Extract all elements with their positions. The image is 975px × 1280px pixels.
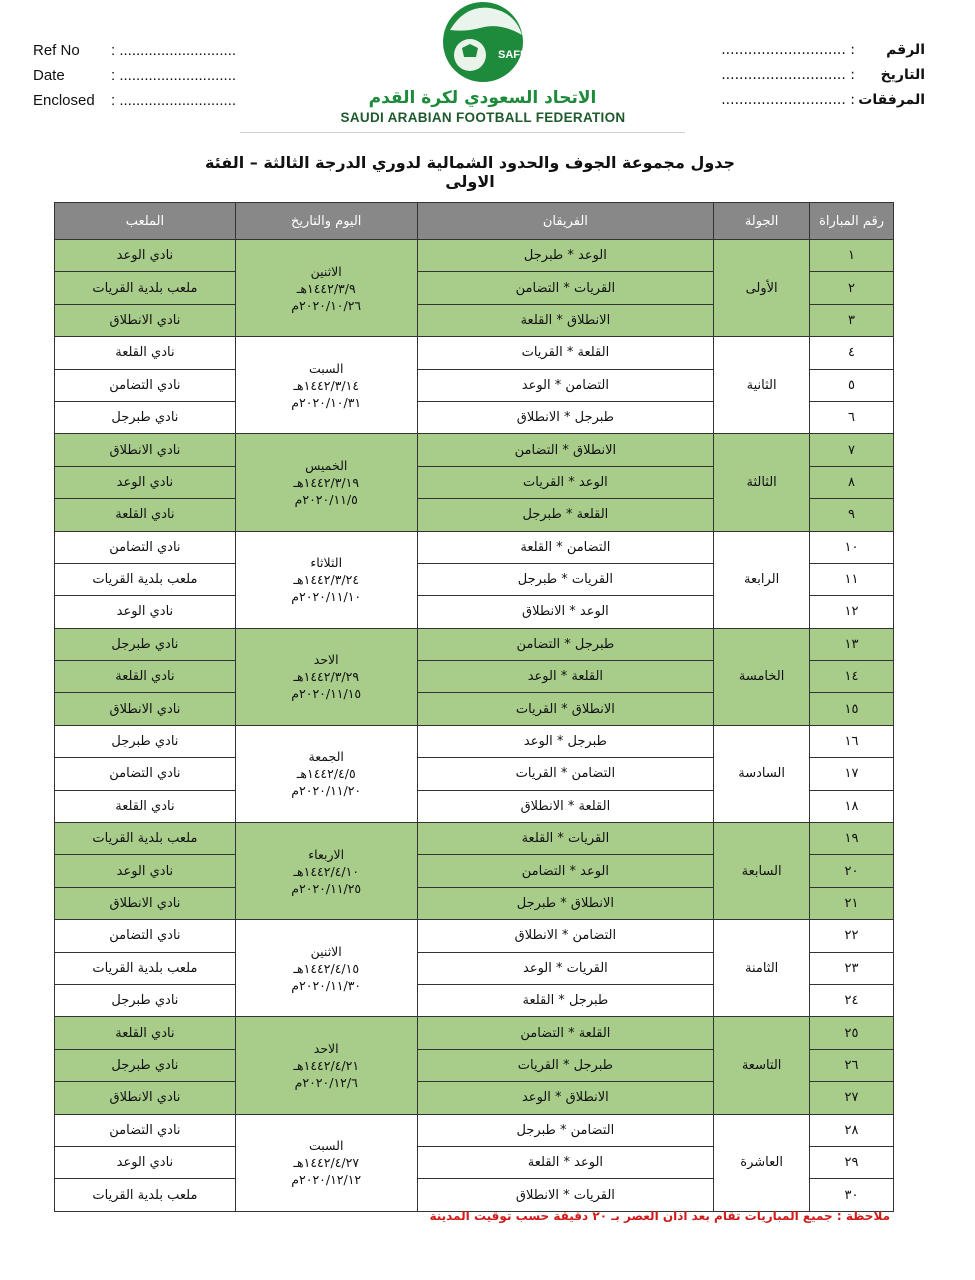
ref-no-row bbox=[33, 38, 236, 63]
table-row bbox=[55, 337, 894, 369]
round-date bbox=[235, 1017, 417, 1114]
date-greg: ٢٠٢٠/١١/٣٠م bbox=[291, 977, 362, 993]
match-venue: نادي الانطلاق bbox=[55, 434, 236, 466]
match-number: ٤ bbox=[810, 337, 894, 369]
match-number: ١٨ bbox=[810, 790, 894, 822]
table-header-row bbox=[55, 203, 894, 240]
match-venue: نادي الانطلاق bbox=[55, 887, 236, 919]
date-hijri: ١٤٤٢/٣/١٤هـ bbox=[293, 377, 360, 393]
ar-ref-value: : ............................ bbox=[721, 42, 855, 58]
match-venue: نادي الانطلاق bbox=[55, 304, 236, 336]
date-day: الاحد bbox=[313, 652, 339, 668]
match-teams: الوعد * القلعة bbox=[417, 1146, 714, 1178]
match-number: ١٣ bbox=[810, 628, 894, 660]
match-teams: القريات * الوعد bbox=[417, 952, 714, 984]
match-number: ٢٦ bbox=[810, 1049, 894, 1081]
match-number: ١٩ bbox=[810, 823, 894, 855]
round-date bbox=[235, 531, 417, 628]
col-header-date: اليوم والتاريخ bbox=[235, 203, 417, 240]
match-venue: نادي القلعة bbox=[55, 1017, 236, 1049]
match-teams: القلعة * التضامن bbox=[417, 1017, 714, 1049]
page-title: جدول مجموعة الجوف والحدود الشمالية لدوري الدرجة الثالثة – الفئة الاولى bbox=[204, 153, 736, 191]
col-header-venue: الملعب bbox=[55, 203, 236, 240]
date-greg: ٢٠٢٠/١٢/١٢م bbox=[291, 1172, 362, 1188]
round-name: الرابعة bbox=[714, 531, 810, 628]
ar-ref-label: الرقم bbox=[886, 42, 925, 58]
header-divider bbox=[240, 132, 685, 133]
round-name: العاشرة bbox=[714, 1114, 810, 1211]
round-name: الأولى bbox=[714, 240, 810, 337]
match-number: ٢٩ bbox=[810, 1146, 894, 1178]
match-number: ٥ bbox=[810, 369, 894, 401]
match-number: ١٤ bbox=[810, 661, 894, 693]
match-venue: نادي القلعة bbox=[55, 790, 236, 822]
match-number: ١ bbox=[810, 240, 894, 272]
table-row bbox=[55, 434, 894, 466]
table-row bbox=[55, 531, 894, 563]
ar-date-label: التاريخ bbox=[880, 67, 925, 83]
match-number: ١٦ bbox=[810, 725, 894, 757]
date-day: الثلاثاء bbox=[310, 555, 343, 571]
header-right-fields bbox=[721, 38, 925, 113]
date-day: الاربعاء bbox=[308, 846, 345, 862]
match-number: ٦ bbox=[810, 401, 894, 433]
date-day: الاثنين bbox=[310, 943, 342, 959]
match-venue: نادي القلعة bbox=[55, 661, 236, 693]
match-teams: التضامن * الوعد bbox=[417, 369, 714, 401]
date-greg: ٢٠٢٠/١١/١٠م bbox=[291, 589, 362, 605]
date-row bbox=[33, 63, 236, 88]
date-hijri: ١٤٤٢/٤/٢١هـ bbox=[293, 1057, 360, 1073]
enclosed-row bbox=[33, 88, 236, 113]
match-teams: الانطلاق * الوعد bbox=[417, 1082, 714, 1114]
footnote: ملاحظة : جميع المباريات تقام بعد اذان العصر بـ ٢٠ دقيقة حسب توقيت المدينة bbox=[429, 1209, 890, 1223]
date-day: الجمعة bbox=[308, 749, 344, 765]
match-teams: الانطلاق * القلعة bbox=[417, 304, 714, 336]
match-number: ١٥ bbox=[810, 693, 894, 725]
round-date bbox=[235, 337, 417, 434]
ref-no-label: Ref No bbox=[33, 42, 80, 59]
match-venue: نادي طبرجل bbox=[55, 628, 236, 660]
match-number: ٢٤ bbox=[810, 984, 894, 1016]
match-number: ١٧ bbox=[810, 758, 894, 790]
match-venue: ملعب بلدية القريات bbox=[55, 563, 236, 595]
match-teams: التضامن * القريات bbox=[417, 758, 714, 790]
match-venue: نادي الانطلاق bbox=[55, 693, 236, 725]
header-left-fields bbox=[33, 38, 236, 113]
match-venue: نادي الوعد bbox=[55, 855, 236, 887]
match-number: ٢١ bbox=[810, 887, 894, 919]
match-number: ١١ bbox=[810, 563, 894, 595]
match-venue: نادي الانطلاق bbox=[55, 1082, 236, 1114]
match-venue: نادي طبرجل bbox=[55, 984, 236, 1016]
round-date bbox=[235, 920, 417, 1017]
match-venue: ملعب بلدية القريات bbox=[55, 952, 236, 984]
match-venue: نادي التضامن bbox=[55, 369, 236, 401]
col-header-teams: الفريقان bbox=[417, 203, 714, 240]
table-row bbox=[55, 1017, 894, 1049]
match-teams: طبرجل * القريات bbox=[417, 1049, 714, 1081]
round-name: الثالثة bbox=[714, 434, 810, 531]
match-teams: التضامن * الانطلاق bbox=[417, 920, 714, 952]
round-name: الثانية bbox=[714, 337, 810, 434]
date-greg: ٢٠٢٠/١٠/٣١م bbox=[291, 394, 362, 410]
round-name: السادسة bbox=[714, 725, 810, 822]
match-teams: القريات * التضامن bbox=[417, 272, 714, 304]
match-venue: نادي التضامن bbox=[55, 920, 236, 952]
date-hijri: ١٤٤٢/٣/١٩هـ bbox=[293, 474, 360, 490]
date-label: Date bbox=[33, 67, 65, 84]
round-date bbox=[235, 823, 417, 920]
round-name: الثامنة bbox=[714, 920, 810, 1017]
round-name: السابعة bbox=[714, 823, 810, 920]
match-teams: الانطلاق * التضامن bbox=[417, 434, 714, 466]
table-row bbox=[55, 628, 894, 660]
round-name: التاسعة bbox=[714, 1017, 810, 1114]
match-teams: الوعد * التضامن bbox=[417, 855, 714, 887]
match-teams: القلعة * الوعد bbox=[417, 661, 714, 693]
table-row bbox=[55, 725, 894, 757]
match-venue: نادي القلعة bbox=[55, 337, 236, 369]
ar-ref-row bbox=[721, 38, 925, 63]
round-date bbox=[235, 1114, 417, 1211]
match-number: ١٠ bbox=[810, 531, 894, 563]
match-number: ٩ bbox=[810, 499, 894, 531]
match-number: ٢٣ bbox=[810, 952, 894, 984]
match-venue: نادي القلعة bbox=[55, 499, 236, 531]
match-venue: نادي الوعد bbox=[55, 596, 236, 628]
match-teams: الوعد * القريات bbox=[417, 466, 714, 498]
match-teams: الانطلاق * القريات bbox=[417, 693, 714, 725]
match-venue: ملعب بلدية القريات bbox=[55, 1179, 236, 1211]
date-hijri: ١٤٤٢/٤/١٥هـ bbox=[293, 960, 360, 976]
match-teams: طبرجل * التضامن bbox=[417, 628, 714, 660]
match-venue: نادي التضامن bbox=[55, 1114, 236, 1146]
match-venue: ملعب بلدية القريات bbox=[55, 823, 236, 855]
federation-name-english: SAUDI ARABIAN FOOTBALL FEDERATION bbox=[340, 110, 626, 125]
date-greg: ٢٠٢٠/١٠/٢٦م bbox=[291, 297, 362, 313]
ar-date-row bbox=[721, 63, 925, 88]
round-name: الخامسة bbox=[714, 628, 810, 725]
date-hijri: ١٤٤٢/٤/٢٧هـ bbox=[293, 1155, 360, 1171]
match-number: ٢ bbox=[810, 272, 894, 304]
enclosed-value: : ............................ bbox=[111, 92, 237, 109]
table-row bbox=[55, 823, 894, 855]
match-teams: التضامن * القلعة bbox=[417, 531, 714, 563]
col-header-round: الجولة bbox=[714, 203, 810, 240]
match-teams: القريات * طبرجل bbox=[417, 563, 714, 595]
ar-enclosed-row bbox=[721, 88, 925, 113]
match-teams: القلعة * طبرجل bbox=[417, 499, 714, 531]
match-number: ٢٧ bbox=[810, 1082, 894, 1114]
date-day: السبت bbox=[308, 360, 344, 376]
match-teams: التضامن * طبرجل bbox=[417, 1114, 714, 1146]
match-number: ٢٢ bbox=[810, 920, 894, 952]
match-number: ٣ bbox=[810, 304, 894, 336]
enclosed-label: Enclosed bbox=[33, 92, 95, 109]
match-teams: طبرجل * الانطلاق bbox=[417, 401, 714, 433]
date-day: الخميس bbox=[305, 457, 348, 473]
match-teams: الوعد * الانطلاق bbox=[417, 596, 714, 628]
match-number: ٣٠ bbox=[810, 1179, 894, 1211]
schedule-table bbox=[54, 202, 894, 1212]
saff-logo bbox=[430, 0, 536, 88]
match-teams: القلعة * القريات bbox=[417, 337, 714, 369]
match-venue: ملعب بلدية القريات bbox=[55, 272, 236, 304]
date-hijri: ١٤٤٢/٤/١٠هـ bbox=[293, 863, 360, 879]
date-greg: ٢٠٢٠/١١/٢٥م bbox=[291, 880, 362, 896]
schedule-body bbox=[55, 240, 894, 1212]
federation-name-arabic: الاتحاد السعودي لكرة القدم bbox=[368, 88, 597, 108]
round-date bbox=[235, 434, 417, 531]
date-day: الاثنين bbox=[310, 263, 342, 279]
date-hijri: ١٤٤٢/٣/٩هـ bbox=[296, 280, 356, 296]
match-teams: القريات * القلعة bbox=[417, 823, 714, 855]
ar-enclosed-value: : ............................ bbox=[721, 92, 855, 108]
date-hijri: ١٤٤٢/٤/٥هـ bbox=[296, 766, 356, 782]
match-teams: الانطلاق * طبرجل bbox=[417, 887, 714, 919]
date-greg: ٢٠٢٠/١١/١٥م bbox=[291, 686, 362, 702]
date-greg: ٢٠٢٠/١٢/٦م bbox=[294, 1074, 358, 1090]
match-venue: نادي طبرجل bbox=[55, 401, 236, 433]
match-venue: نادي الوعد bbox=[55, 1146, 236, 1178]
round-date bbox=[235, 240, 417, 337]
table-row bbox=[55, 1114, 894, 1146]
match-venue: نادي التضامن bbox=[55, 758, 236, 790]
date-day: السبت bbox=[308, 1138, 344, 1154]
match-number: ١٢ bbox=[810, 596, 894, 628]
match-venue: نادي الوعد bbox=[55, 240, 236, 272]
match-teams: طبرجل * الوعد bbox=[417, 725, 714, 757]
round-date bbox=[235, 628, 417, 725]
svg-text:SAFF: SAFF bbox=[498, 49, 527, 61]
round-date bbox=[235, 725, 417, 822]
date-day: الاحد bbox=[313, 1040, 339, 1056]
col-header-match-no: رقم المباراة bbox=[810, 203, 894, 240]
date-greg: ٢٠٢٠/١١/٥م bbox=[294, 491, 358, 507]
match-venue: نادي التضامن bbox=[55, 531, 236, 563]
date-hijri: ١٤٤٢/٣/٢٩هـ bbox=[293, 669, 360, 685]
match-venue: نادي الوعد bbox=[55, 466, 236, 498]
ar-enclosed-label: المرفقات bbox=[858, 92, 925, 108]
match-venue: نادي طبرجل bbox=[55, 725, 236, 757]
ar-date-value: : ............................ bbox=[721, 67, 855, 83]
ref-no-value: : ............................ bbox=[111, 42, 237, 59]
match-teams: القريات * الانطلاق bbox=[417, 1179, 714, 1211]
match-teams: القلعة * الانطلاق bbox=[417, 790, 714, 822]
match-number: ٢٨ bbox=[810, 1114, 894, 1146]
match-number: ٢٠ bbox=[810, 855, 894, 887]
match-number: ٧ bbox=[810, 434, 894, 466]
match-venue: نادي طبرجل bbox=[55, 1049, 236, 1081]
date-greg: ٢٠٢٠/١١/٢٠م bbox=[291, 783, 362, 799]
table-row bbox=[55, 920, 894, 952]
date-hijri: ١٤٤٢/٣/٢٤هـ bbox=[293, 572, 360, 588]
table-row bbox=[55, 240, 894, 272]
match-number: ٨ bbox=[810, 466, 894, 498]
match-teams: طبرجل * القلعة bbox=[417, 984, 714, 1016]
match-number: ٢٥ bbox=[810, 1017, 894, 1049]
match-teams: الوعد * طبرجل bbox=[417, 240, 714, 272]
date-value: : ............................ bbox=[111, 67, 237, 84]
